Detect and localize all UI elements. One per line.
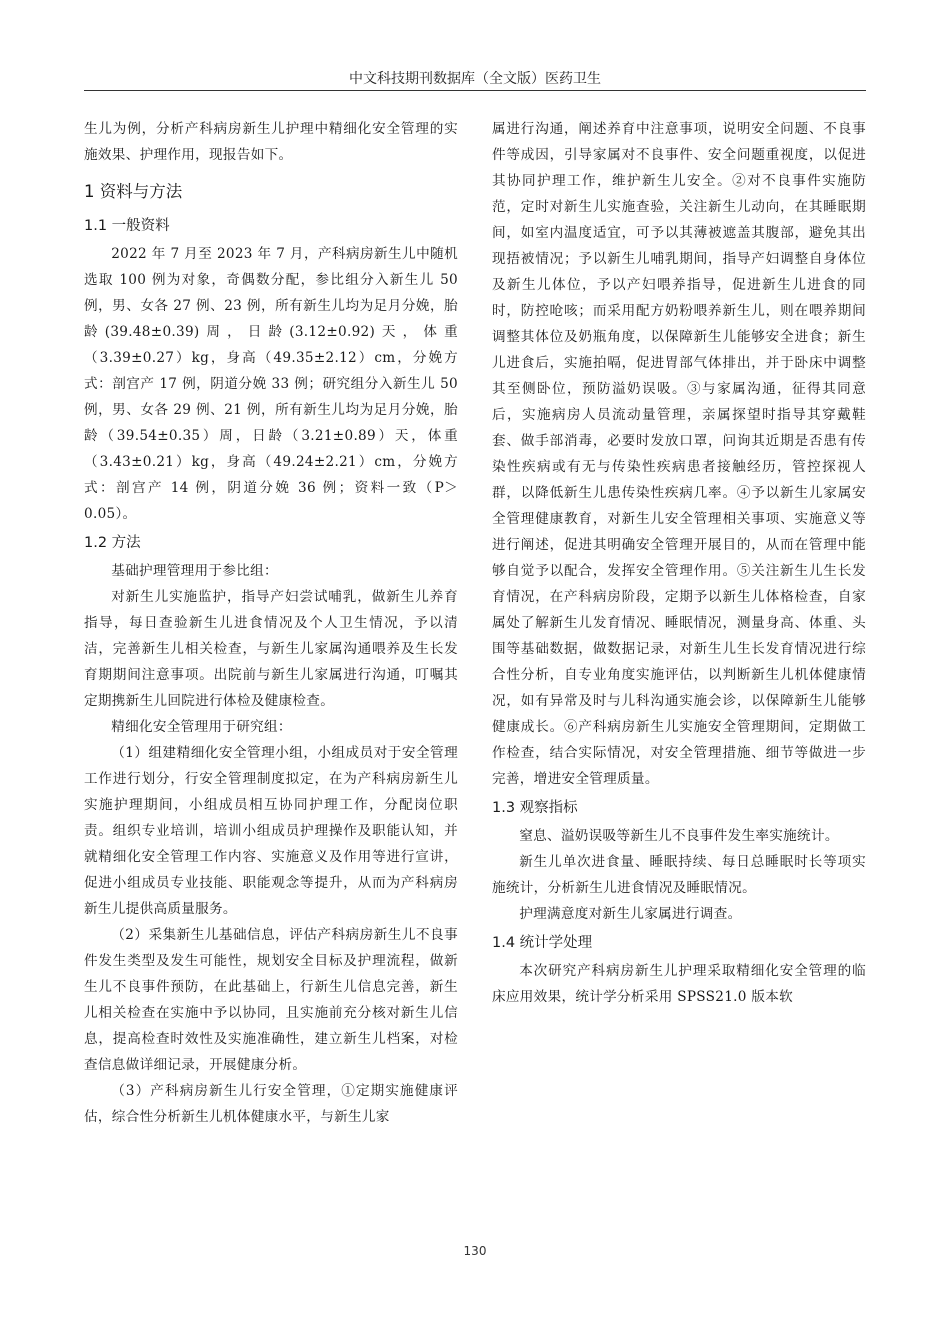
journal-header: 中文科技期刊数据库（全文版）医药卫生 xyxy=(349,71,601,87)
method-item-2: （2）采集新生儿基础信息，评估产科病房新生儿不良事件发生类型及发生可能性，规划安全目标及护理流程，做新生儿不良事件预防，在此基础上，行新生儿信息完善，新生儿相关检查在实施中予以协同，且实施前充分核对新生儿信息，提高检查时效性及实施准确性，建立新生儿档案，对检查信息做详细记录，开展健康分析。 xyxy=(84,927,458,1073)
subsection-heading-1-2: 1.2 方法 xyxy=(84,535,141,551)
study-group-title: 精细化安全管理用于研究组： xyxy=(111,719,292,735)
right-column xyxy=(492,116,866,1010)
intro-paragraph: 生儿为例，分析产科病房新生儿护理中精细化安全管理的实施效果、护理作用，现报告如下。 xyxy=(84,121,458,163)
observation-paragraph-3: 护理满意度对新生儿家属进行调查。 xyxy=(519,906,742,922)
subsection-heading-1-1: 1.1 一般资料 xyxy=(84,218,170,234)
control-group-title: 基础护理管理用于参比组： xyxy=(111,563,278,579)
statistics-paragraph: 本次研究产科病房新生儿护理采取精细化安全管理的临床应用效果，统计学分析采用 SPSS21.0 版本软 xyxy=(492,963,866,1005)
method-item-3-continued: 属进行沟通，阐述养育中注意事项，说明安全问题、不良事件等成因，引导家属对不良事件、安全问题重视度，以促进其协同护理工作，维护新生儿安全。②对不良事件实施防范，定时对新生儿实施查验，关注新生儿动向，在其睡眠期间，如室内温度适宜，可予以其薄被遮盖其腹部，避免其出现捂被情况；予以新生儿哺乳期间，指导产妇调整自身体位及新生儿体位，予以产妇喂养指导，促进新生儿进食的同时，防控呛咳；而采用配方奶粉喂养新生儿，则在喂养期间调整其体位及奶瓶角度，以保障新生儿能够安全进食；新生儿进食后，实施拍嗝，促进胃部气体排出，并于卧床中调整其至侧卧位，预防溢奶误吸。③与家属沟通，征得其同意后，实施病房人员流动量管理，亲属探望时指导其穿戴鞋套、做手部消毒，必要时发放口罩，问询其近期是否患有传染性疾病或有无与传染性疾病患者接触经历，管控探视人群，以降低新生儿患传染性疾病几率。④予以新生儿家属安全管理健康教育，对新生儿安全管理相关事项、实施意义等进行阐述，促进其明确安全管理开展目的，从而在管理中能够自觉予以配合，发挥安全管理作用。⑤关注新生儿生长发育情况，在产科病房阶段，定期予以新生儿体格检查，自家属处了解新生儿发育情况、睡眠情况，测量身高、体重、头围等基础数据，做数据记录，对新生儿生长发育情况进行综合性分析，自专业角度实施评估，以判断新生儿机体健康情况，如有异常及时与儿科沟通实施会诊，以保障新生儿能够健康成长。⑥产科病房新生儿实施安全管理期间，定期做工作检查，结合实际情况，对安全管理措施、细节等做进一步完善，增进安全管理质量。 xyxy=(492,121,866,787)
subsection-heading-1-3: 1.3 观察指标 xyxy=(492,800,578,816)
left-column xyxy=(84,116,458,1130)
method-item-1: （1）组建精细化安全管理小组，小组成员对于安全管理工作进行划分，行安全管理制度拟定，在为产科病房新生儿实施护理期间，小组成员相互协同护理工作，分配岗位职责。组织专业培训，培训小组成员护理操作及职能认知，并就精细化安全管理工作内容、实施意义及作用等进行宣讲，促进小组成员专业技能、职能观念等提升，从而为产科病房新生儿提供高质量服务。 xyxy=(84,745,458,917)
observation-paragraph-2: 新生儿单次进食量、睡眠持续、每日总睡眠时长等项实施统计，分析新生儿进食情况及睡眠情况。 xyxy=(492,854,866,896)
section-heading-1: 1 资料与方法 xyxy=(84,182,183,201)
general-data-paragraph: 2022 年 7 月至 2023 年 7 月，产科病房新生儿中随机选取 100 例为对象，奇偶数分配，参比组分入新生儿 50 例，男、女各 27 例、23 例，所有新生儿均为足月分娩，胎龄(39.48±0.39)周，日龄(3.12±0.92)天，体重（3.39±0.27）kg，身高（49.35±2.12）cm，分娩方式：剖宫产 17 例，阴道分娩 33 例；研究组分入新生儿 50 例，男、女各 29 例、21 例，所有新生儿均为足月分娩，胎龄（39.54±0.35）周，日龄（3.21±0.89）天，体重（3.43±0.21）kg，身高（49.24±2.21）cm，分娩方式：剖宫产 14 例，阴道分娩 36 例；资料一致（P＞0.05）。 xyxy=(84,246,458,522)
page-number: 130 xyxy=(463,1244,487,1258)
subsection-heading-1-4: 1.4 统计学处理 xyxy=(492,935,593,951)
method-item-3: （3）产科病房新生儿行安全管理，①定期实施健康评估，综合性分析新生儿机体健康水平，与新生儿家 xyxy=(84,1083,458,1125)
control-group-paragraph: 对新生儿实施监护，指导产妇尝试哺乳，做新生儿养育指导，每日查验新生儿进食情况及个人卫生情况，予以清洁，完善新生儿相关检查，与新生儿家属沟通喂养及生长发育期期间注意事项。出院前与新生儿家属进行沟通，叮嘱其定期携新生儿回院进行体检及健康检查。 xyxy=(84,589,458,709)
header-divider xyxy=(84,90,866,91)
observation-paragraph-1: 窒息、溢奶误吸等新生儿不良事件发生率实施统计。 xyxy=(519,828,839,844)
